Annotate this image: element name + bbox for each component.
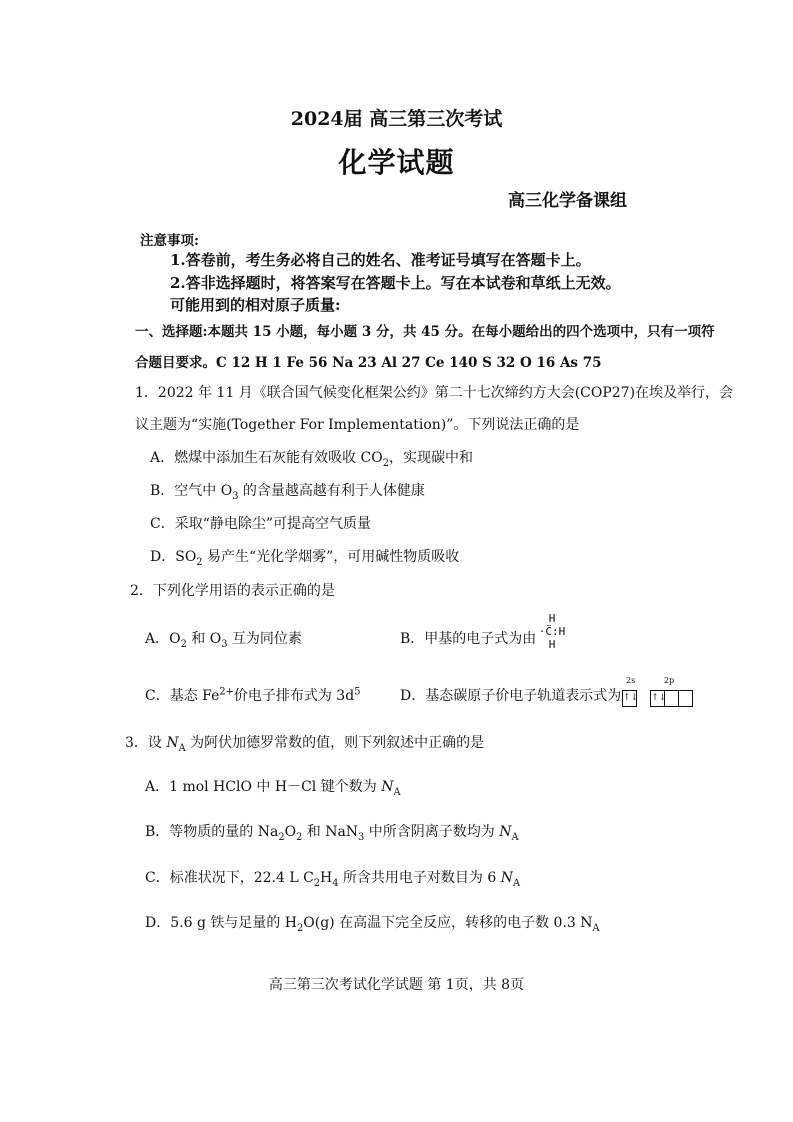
note-item-1: 1.答卷前，考生务必将自己的姓名、准考证号填写在答题卡上。 xyxy=(170,251,591,269)
note-item-3: 可能用到的相对原子质量: xyxy=(170,296,341,314)
q2-option-a: A．$O_2$ 和 $O_3$ 互为同位素 xyxy=(145,631,302,650)
section-line-1: 一、选择题:本题共 15 小题，每小题 3 分，共 45 分。在每小题给出的四个选项中，只有一项符 xyxy=(135,324,715,340)
q1-stem-1: 1．2022 年 11 月《联合国气候变化框架公约》第二十七次缔约方大会(COP27)在埃及举行，会 xyxy=(135,385,734,401)
section-line-2: 合题目要求。C 12 H 1 Fe 56 Na 23 Al 27 Ce 140 S 32 O 16 As 75 xyxy=(135,355,602,371)
q2-stem: 2．下列化学用语的表示正确的是 xyxy=(130,583,335,599)
q1-option-b: B．空气中 $O_3$ 的含量越高越有利于人体健康 xyxy=(150,483,425,502)
q1-stem-2: 议主题为“实施(Together For Implementation)”。下列说法正确的是 xyxy=(135,417,580,433)
notes-heading: 注意事项: xyxy=(140,233,199,249)
q2-option-c: C．基态 $Fe^{2+}$价电子排布式为 $3d^5$ xyxy=(145,686,361,704)
q3-option-d: D．5.6 g 铁与足量的 $H_2O(g)$ 在高温下完全反应，转移的电子数 0.3 $N_A$ xyxy=(145,915,600,934)
orbital-box-2p-2 xyxy=(664,690,679,707)
subject-title: 化学试题 xyxy=(338,146,455,179)
q3-option-b: B．等物质的量的 $Na_2O_2$ 和 NaN$_3$ 中所含阴离子数均为 $N_A$ xyxy=(145,824,519,843)
orbital-label-2p: 2p xyxy=(664,676,675,685)
orbital-diagram xyxy=(623,688,693,707)
q1-option-d: D．$SO_2$ 易产生“光化学烟雾”，可用碱性物质吸收 xyxy=(150,549,460,568)
q1-option-c: C．采取“静电除尘”可提高空气质量 xyxy=(150,516,372,532)
page-footer: 高三第三次考试化学试题 第 1页，共 8页 xyxy=(268,977,525,993)
exam-title: 2024届 高三第三次考试 xyxy=(290,108,503,130)
orbital-label-2s: 2s xyxy=(626,676,636,685)
note-item-2: 2.答非选择题时，将答案写在答题卡上。写在本试卷和草纸上无效。 xyxy=(170,274,621,292)
q1-option-a: A．燃煤中添加生石灰能有效吸收 $CO_2$，实现碳中和 xyxy=(150,450,473,469)
q2-option-d: D．基态碳原子价电子轨道表示式为 xyxy=(400,688,622,704)
q2-option-b: B．甲基的电子式为由 xyxy=(400,631,537,647)
q3-stem: 3．设 $N_A$ 为阿伏加德罗常数的值，则下列叙述中正确的是 xyxy=(125,735,485,754)
q3-option-c: C．标准状况下，22.4 L $C_2H_4$ 所含共用电子对数目为 6 $N_A$ xyxy=(145,870,521,889)
orbital-box-2s: ↑↓ xyxy=(622,690,637,707)
q3-option-a: A．1 mol HClO 中 H－Cl 键个数为 $N_A$ xyxy=(145,779,401,798)
methyl-lewis-structure: H ·C̈:H H xyxy=(538,612,566,651)
orbital-box-2p-3 xyxy=(678,690,693,707)
author: 高三化学备课组 xyxy=(508,191,627,211)
orbital-box-2p-1: ↑↓ xyxy=(650,690,665,707)
